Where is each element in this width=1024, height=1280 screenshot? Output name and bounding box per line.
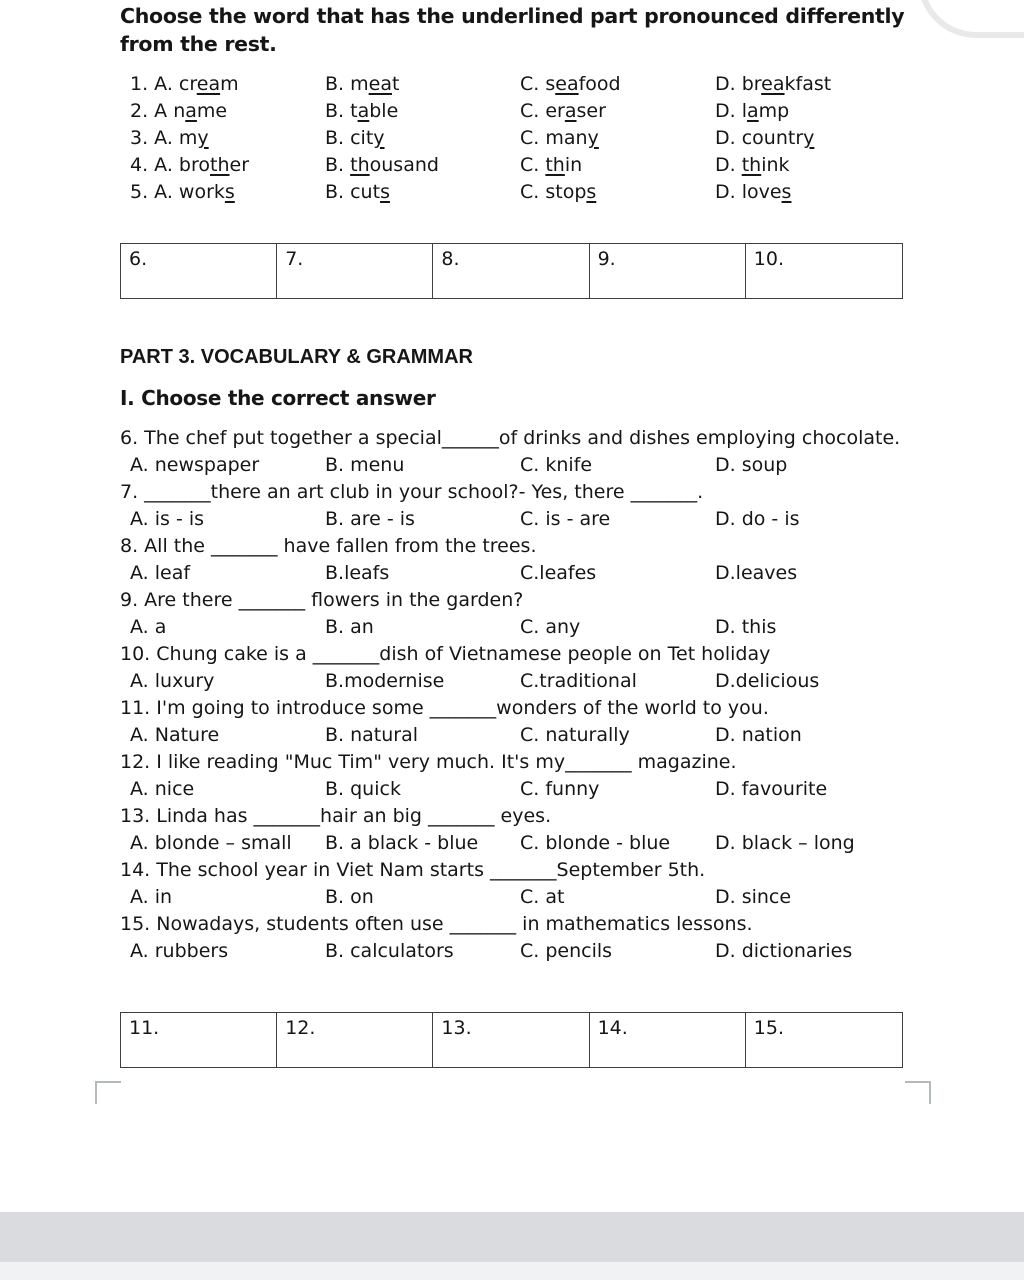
underlined-part: ea bbox=[761, 73, 785, 95]
question-9 bbox=[120, 587, 990, 641]
word-part: in bbox=[564, 154, 583, 176]
question-12 bbox=[120, 749, 990, 803]
underlined-part: y bbox=[373, 127, 385, 149]
underlined-part: a bbox=[185, 100, 197, 122]
word-part: mp bbox=[758, 100, 790, 122]
option-b: B. menu bbox=[325, 454, 405, 476]
answer-cell-8: 8. bbox=[433, 244, 589, 298]
question-text: 8. All the _______ have fallen from the trees. bbox=[120, 535, 537, 557]
answer-cell-11: 11. bbox=[121, 1013, 277, 1067]
question-text: 14. The school year in Viet Nam starts _______September 5th. bbox=[120, 859, 706, 881]
question-11 bbox=[120, 695, 990, 749]
option-c: C. pencils bbox=[520, 940, 613, 962]
word-part: 1. A. cr bbox=[130, 73, 197, 95]
next-page-edge bbox=[0, 1262, 1024, 1280]
question-8 bbox=[120, 533, 990, 587]
word-part: C. man bbox=[520, 127, 588, 149]
question-options bbox=[120, 722, 990, 749]
option-a: A. blonde – small bbox=[130, 832, 292, 854]
answer-table-top bbox=[120, 243, 903, 299]
word-part: D. love bbox=[715, 181, 782, 203]
question-10 bbox=[120, 641, 990, 695]
option-a: A. in bbox=[130, 886, 173, 908]
question-13 bbox=[120, 803, 990, 857]
option-d: D.delicious bbox=[715, 670, 820, 692]
question-text: 6. The chef put together a special______of drinks and dishes employing chocolate. bbox=[120, 427, 901, 449]
underlined-part: a bbox=[564, 100, 577, 122]
word-part: me bbox=[196, 100, 228, 122]
word-part: B. cit bbox=[325, 127, 374, 149]
option-a: A. Nature bbox=[130, 724, 220, 746]
word-part: C. stop bbox=[520, 181, 587, 203]
underlined-part: ea bbox=[196, 73, 221, 95]
option-d: D. black – long bbox=[715, 832, 855, 854]
question-options bbox=[120, 668, 990, 695]
question-list bbox=[120, 425, 990, 965]
option-b: B. an bbox=[325, 616, 374, 638]
footer-corner-mark-right bbox=[905, 1081, 931, 1104]
question-text: 13. Linda has _______hair an big _______ eyes. bbox=[120, 805, 552, 827]
question-text: 7. _______there an art club in your school?- Yes, there _______. bbox=[120, 481, 704, 503]
question-options bbox=[120, 830, 990, 857]
word-part: t bbox=[391, 73, 400, 95]
option-a: A. leaf bbox=[130, 562, 191, 584]
word-part: D. br bbox=[715, 73, 762, 95]
pron-option-1a bbox=[130, 71, 325, 98]
question-options bbox=[120, 776, 990, 803]
pron-option-3d bbox=[715, 125, 990, 152]
answer-cell-9: 9. bbox=[590, 244, 746, 298]
word-part: D. countr bbox=[715, 127, 804, 149]
question-text: 11. I'm going to introduce some _______wonders of the world to you. bbox=[120, 697, 769, 719]
question-text: 15. Nowadays, students often use _______ in mathematics lessons. bbox=[120, 913, 753, 935]
question-options bbox=[120, 506, 990, 533]
word-part: ble bbox=[369, 100, 399, 122]
page-gap-band bbox=[0, 1212, 1024, 1262]
underlined-part: a bbox=[357, 100, 370, 122]
underlined-part: ea bbox=[368, 73, 392, 95]
option-b: B. quick bbox=[325, 778, 401, 800]
underlined-part: th bbox=[741, 154, 762, 176]
pron-option-2c bbox=[520, 98, 715, 125]
answer-cell-14: 14. bbox=[590, 1013, 746, 1067]
underlined-part: s bbox=[586, 181, 597, 203]
underlined-part: th bbox=[210, 154, 230, 176]
underlined-part: th bbox=[545, 154, 565, 176]
pron-option-4a bbox=[130, 152, 325, 179]
pron-option-2a bbox=[130, 98, 325, 125]
option-c: C. funny bbox=[520, 778, 600, 800]
word-part: food bbox=[578, 73, 621, 95]
pron-option-2d bbox=[715, 98, 990, 125]
word-part: D. l bbox=[715, 100, 747, 122]
word-part: B. t bbox=[325, 100, 358, 122]
underlined-part: y bbox=[587, 127, 599, 149]
pron-option-5a bbox=[130, 179, 325, 206]
question-14 bbox=[120, 857, 990, 911]
option-b: B. natural bbox=[325, 724, 419, 746]
answer-cell-12: 12. bbox=[277, 1013, 433, 1067]
option-a: A. rubbers bbox=[130, 940, 229, 962]
pron-option-5c bbox=[520, 179, 715, 206]
option-a: A. nice bbox=[130, 778, 195, 800]
pron-option-5d bbox=[715, 179, 990, 206]
option-b: B.leafs bbox=[325, 562, 390, 584]
word-part: 3. A. m bbox=[130, 127, 198, 149]
question-text: 9. Are there _______ flowers in the garden? bbox=[120, 589, 524, 611]
underlined-part: s bbox=[380, 181, 390, 203]
instruction-heading: Choose the word that has the underlined part pronounced differently from the rest. bbox=[120, 4, 905, 56]
answer-cell-6: 6. bbox=[121, 244, 277, 298]
pron-option-1d bbox=[715, 71, 990, 98]
word-part: 4. A. bro bbox=[130, 154, 210, 176]
option-d: D. dictionaries bbox=[715, 940, 853, 962]
pron-option-4d bbox=[715, 152, 990, 179]
option-a: A. newspaper bbox=[130, 454, 260, 476]
question-options bbox=[120, 884, 990, 911]
word-part: m bbox=[220, 73, 239, 95]
question-options bbox=[120, 452, 990, 479]
option-d: D. favourite bbox=[715, 778, 828, 800]
pron-option-1c bbox=[520, 71, 715, 98]
option-d: D. this bbox=[715, 616, 777, 638]
pron-option-4c bbox=[520, 152, 715, 179]
underlined-part: y bbox=[803, 127, 815, 149]
pron-option-5b bbox=[325, 179, 520, 206]
option-b: B.modernise bbox=[325, 670, 445, 692]
underlined-part: y bbox=[197, 127, 209, 149]
option-a: A. is - is bbox=[130, 508, 205, 530]
option-a: A. a bbox=[130, 616, 167, 638]
question-options bbox=[120, 560, 990, 587]
answer-cell-15: 15. bbox=[753, 1017, 785, 1039]
option-d: D.leaves bbox=[715, 562, 798, 584]
underlined-part: s bbox=[224, 181, 235, 203]
part3-heading: PART 3. VOCABULARY & GRAMMAR bbox=[120, 346, 473, 368]
word-part: D. bbox=[715, 154, 742, 176]
pron-option-3c bbox=[520, 125, 715, 152]
option-c: C. blonde - blue bbox=[520, 832, 671, 854]
footer-corner-mark-left bbox=[95, 1081, 121, 1104]
option-d: D. soup bbox=[715, 454, 788, 476]
option-c: C. is - are bbox=[520, 508, 611, 530]
word-part: ink bbox=[761, 154, 790, 176]
word-part: ser bbox=[576, 100, 606, 122]
option-c: C.leafes bbox=[520, 562, 597, 584]
word-part: C. er bbox=[520, 100, 565, 122]
underlined-part: ea bbox=[555, 73, 579, 95]
word-part: B. m bbox=[325, 73, 369, 95]
option-b: B. are - is bbox=[325, 508, 415, 530]
option-c: C. any bbox=[520, 616, 581, 638]
pron-option-4b bbox=[325, 152, 520, 179]
answer-cell-13: 13. bbox=[433, 1013, 589, 1067]
option-a: A. luxury bbox=[130, 670, 215, 692]
question-text: 10. Chung cake is a _______dish of Vietnamese people on Tet holiday bbox=[120, 643, 771, 665]
pron-option-1b bbox=[325, 71, 520, 98]
option-d: D. since bbox=[715, 886, 792, 908]
question-7 bbox=[120, 479, 990, 533]
question-15 bbox=[120, 911, 990, 965]
pron-option-3a bbox=[130, 125, 325, 152]
word-part: ousand bbox=[369, 154, 439, 176]
section1-heading: I. Choose the correct answer bbox=[120, 386, 436, 410]
question-6 bbox=[120, 425, 990, 479]
word-part: B. bbox=[325, 154, 351, 176]
option-c: C. knife bbox=[520, 454, 593, 476]
option-b: B. a black - blue bbox=[325, 832, 479, 854]
option-c: C. at bbox=[520, 886, 565, 908]
question-options bbox=[120, 938, 990, 965]
underlined-part: th bbox=[350, 154, 370, 176]
word-part: B. cut bbox=[325, 181, 381, 203]
word-part: C. s bbox=[520, 73, 556, 95]
word-part: C. bbox=[520, 154, 546, 176]
pron-option-3b bbox=[325, 125, 520, 152]
option-b: B. calculators bbox=[325, 940, 454, 962]
option-c: C. naturally bbox=[520, 724, 630, 746]
option-d: D. nation bbox=[715, 724, 802, 746]
question-text: 12. I like reading "Muc Tim" very much. It's my_______ magazine. bbox=[120, 751, 737, 773]
word-part: kfast bbox=[784, 73, 832, 95]
answer-cell-10: 10. bbox=[753, 248, 785, 270]
underlined-part: a bbox=[747, 100, 759, 122]
answer-cell-7: 7. bbox=[277, 244, 433, 298]
underlined-part: s bbox=[781, 181, 792, 203]
option-b: B. on bbox=[325, 886, 374, 908]
question-options bbox=[120, 614, 990, 641]
option-c: C.traditional bbox=[520, 670, 637, 692]
document-content bbox=[120, 2, 990, 1068]
word-part: 5. A. work bbox=[130, 181, 225, 203]
pronunciation-question-list bbox=[120, 71, 990, 206]
pron-option-2b bbox=[325, 98, 520, 125]
word-part: er bbox=[229, 154, 250, 176]
option-d: D. do - is bbox=[715, 508, 800, 530]
answer-table-bottom bbox=[120, 1012, 903, 1068]
word-part: 2. A n bbox=[130, 100, 186, 122]
